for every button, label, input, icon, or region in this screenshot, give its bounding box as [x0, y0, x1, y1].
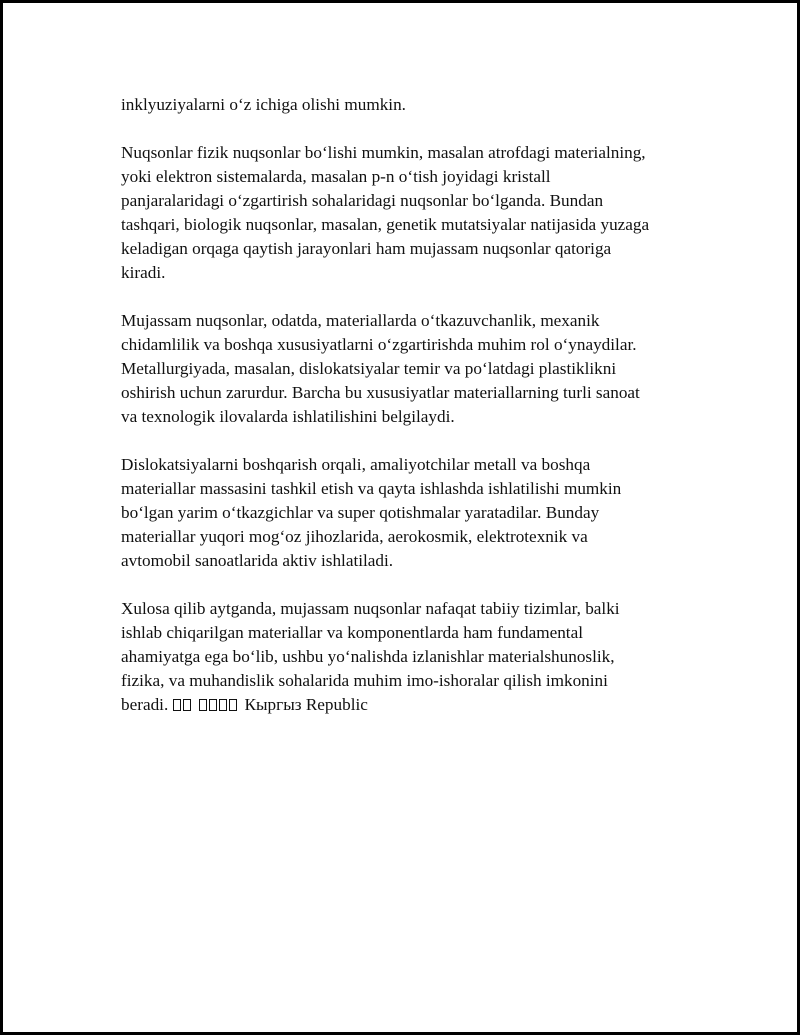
paragraph-5-text: Xulosa qilib aytganda, mujassam nuqsonlar nafaqat tabiiy tizimlar, balki ishlab chiqarilgan materiallar va komponentlarda ham fundamental ahamiyatga ega boʻlib, ushbu yoʻnalishda izlanishlar materialshunoslik, fizika, va muhandislik sohalarida muhim imo-ishoralar qilish imkonini beradi.	[121, 599, 620, 714]
paragraph-2: Nuqsonlar fizik nuqsonlar boʻlishi mumkin, masalan atrofdagi materialning, yoki elektron sistemalarda, masalan p-n oʻtish joyidagi kristall panjaralaridagi oʻzgartirish sohalaridagi nuqsonlar boʻlganda. Bundan tashqari, biologik nuqsonlar, masalan, genetik mutatsiyalar natijasida yuzaga keladigan orqaga qaytish jarayonlari ham mujassam nuqsonlar qatoriga kiradi.	[121, 143, 650, 282]
paragraph-5	[121, 597, 691, 717]
missing-glyph-boxes-2	[199, 693, 239, 717]
document-body	[121, 93, 691, 717]
paragraph-4: Dislokatsiyalarni boshqarish orqali, amaliyotchilar metall va boshqa materiallar massasini tashkil etish va qayta ishlashda ishlatilishi mumkin boʻlgan yarim oʻtkazgichlar va super qotishmalar yaratadilar. Bunday materiallar yuqori mogʻoz jihozlarida, aerokosmik, elektrotexnik va avtomobil sanoatlarida aktiv ishlatiladi.	[121, 455, 622, 570]
trailing-text: Кыргыз Republic	[244, 695, 368, 714]
paragraph-1: inklyuziyalarni oʻz ichiga olishi mumkin.	[121, 95, 406, 114]
missing-glyph-boxes	[173, 693, 193, 717]
paragraph-3: Mujassam nuqsonlar, odatda, materiallarda oʻtkazuvchanlik, mexanik chidamlilik va boshqa xususiyatlarni oʻzgartirishda muhim rol oʻynaydilar. Metallurgiyada, masalan, dislokatsiyalar temir va poʻlatdagi plastiklikni oshirish uchun zarurdur. Barcha bu xususiyatlar materiallarning turli sanoat va texnologik ilovalarda ishlatilishini belgilaydi.	[121, 311, 640, 426]
